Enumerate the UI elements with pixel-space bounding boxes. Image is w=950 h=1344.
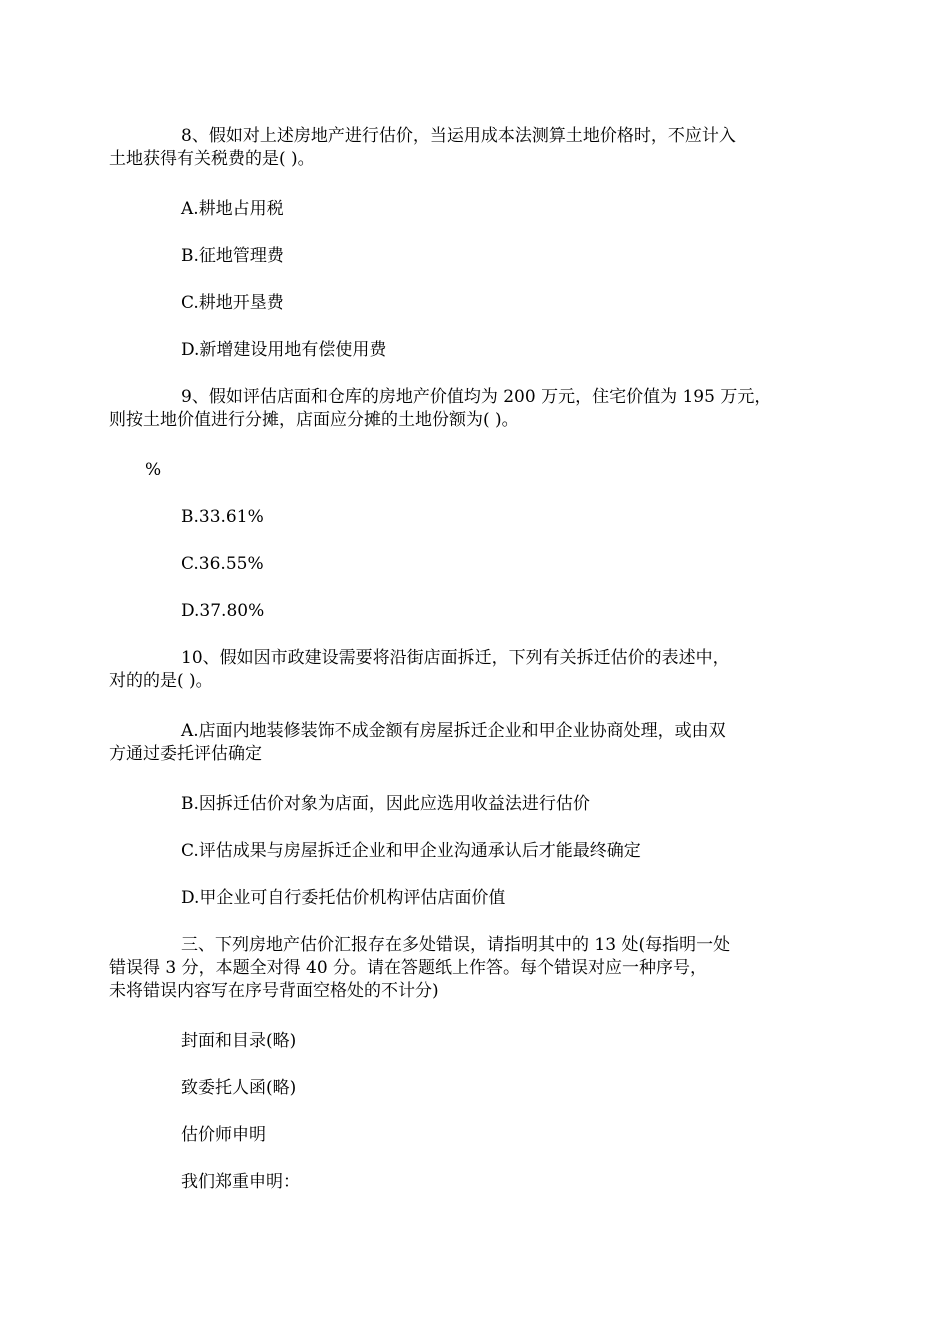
question-8: 8、假如对上述房地产进行估价，当运用成本法测算土地价格时，不应计入 土地获得有关税费的是( )。 [109, 126, 736, 169]
solemn-declaration: 我们郑重申明： [181, 1172, 300, 1192]
letter-to-client: 致委托人函(略) [181, 1078, 297, 1098]
question-10-option-a: A.店面内地装修装饰不成金额有房屋拆迁企业和甲企业协商处理，或由双 方通过委托评估确定 [109, 721, 726, 764]
question-10: 10、假如因市政建设需要将沿街店面拆迁，下列有关拆迁估价的表述中， 对的的是( )。 [109, 648, 730, 691]
question-10-option-b: B.因拆迁估价对象为店面，因此应选用收益法进行估价 [181, 794, 590, 814]
question-9-option-c: C.36.55% [181, 554, 264, 574]
question-9-option-b: B.33.61% [181, 507, 264, 527]
question-8-option-a: A.耕地占用税 [181, 199, 284, 219]
question-9-option-d: D.37.80% [181, 601, 265, 621]
appraiser-statement-heading: 估价师申明 [181, 1125, 266, 1145]
question-10-option-d: D.甲企业可自行委托估价机构评估店面价值 [181, 888, 506, 908]
question-8-option-d: D.新增建设用地有偿使用费 [181, 340, 387, 360]
question-8-option-c: C.耕地开垦费 [181, 293, 284, 313]
question-8-option-b: B.征地管理费 [181, 246, 284, 266]
question-9-percent-fragment: % [145, 460, 162, 480]
cover-and-contents: 封面和目录(略) [181, 1031, 297, 1051]
question-10-option-c: C.评估成果与房屋拆迁企业和甲企业沟通承认后才能最终确定 [181, 841, 641, 861]
question-9: 9、假如评估店面和仓库的房地产价值均为 200 万元，住宅价值为 195 万元， 则按土地价值进行分摊，店面应分摊的土地份额为( )。 [109, 387, 772, 430]
section-3-instructions: 三、下列房地产估价汇报存在多处错误，请指明其中的 13 处(每指明一处 错误得 3 分，本题全对得 40 分。请在答题纸上作答。每个错误对应一种序号， 未将错误内容写在序号背面空格处的不计分) [109, 935, 731, 1001]
